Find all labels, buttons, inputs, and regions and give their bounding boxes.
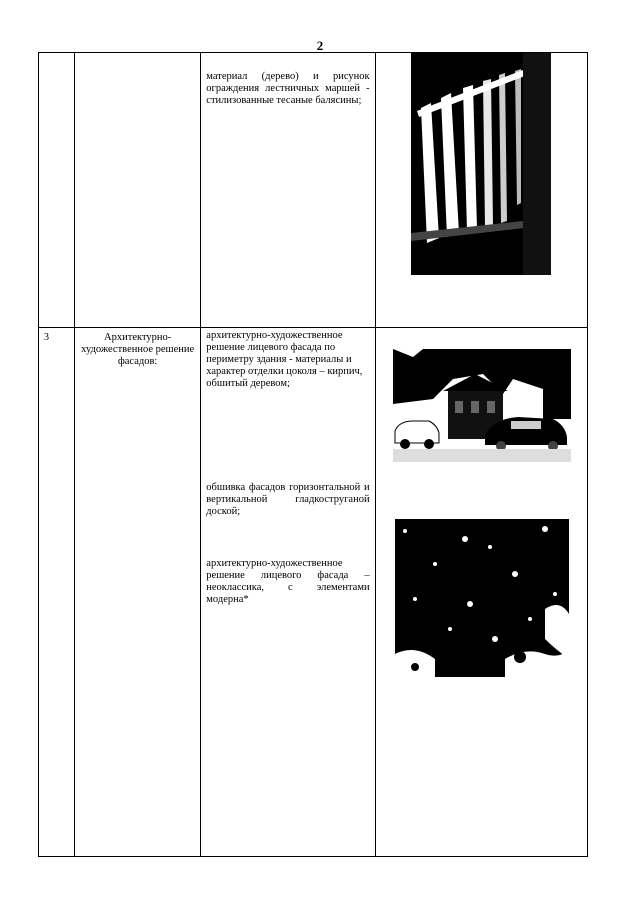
row-name: Архитектурно-художественное решение фасадов: xyxy=(75,328,201,857)
balusters-photo xyxy=(411,53,551,275)
photo-cell xyxy=(375,328,587,857)
description-text: материал (дерево) и рисунок ограждения лестничных маршей - стилизованные тесаные балясины; xyxy=(206,71,370,106)
description-text: архитектурно-художественное решение лицевого фасада по периметру здания - материалы и характер отделки цоколя – кирпич, обшитый деревом; xyxy=(206,330,363,389)
row-index: 3 xyxy=(39,328,75,857)
table-row xyxy=(39,53,588,328)
page-number: 2 xyxy=(316,38,324,53)
facade-boards-photo xyxy=(395,519,569,677)
building-street-photo xyxy=(393,349,571,462)
row-name xyxy=(75,53,201,328)
description-text: архитектурно-художественное решение лицевого фасада – неоклассика, с элементами модерна* xyxy=(206,558,370,605)
row-description-cell xyxy=(201,328,375,857)
row-index xyxy=(39,53,75,328)
table-row xyxy=(39,328,588,857)
row-description-cell xyxy=(201,53,375,328)
description-text: обшивка фасадов горизонтальной и вертикальной гладкоструганой доской; xyxy=(206,482,370,517)
object-table xyxy=(38,52,588,857)
photo-cell xyxy=(375,53,587,328)
